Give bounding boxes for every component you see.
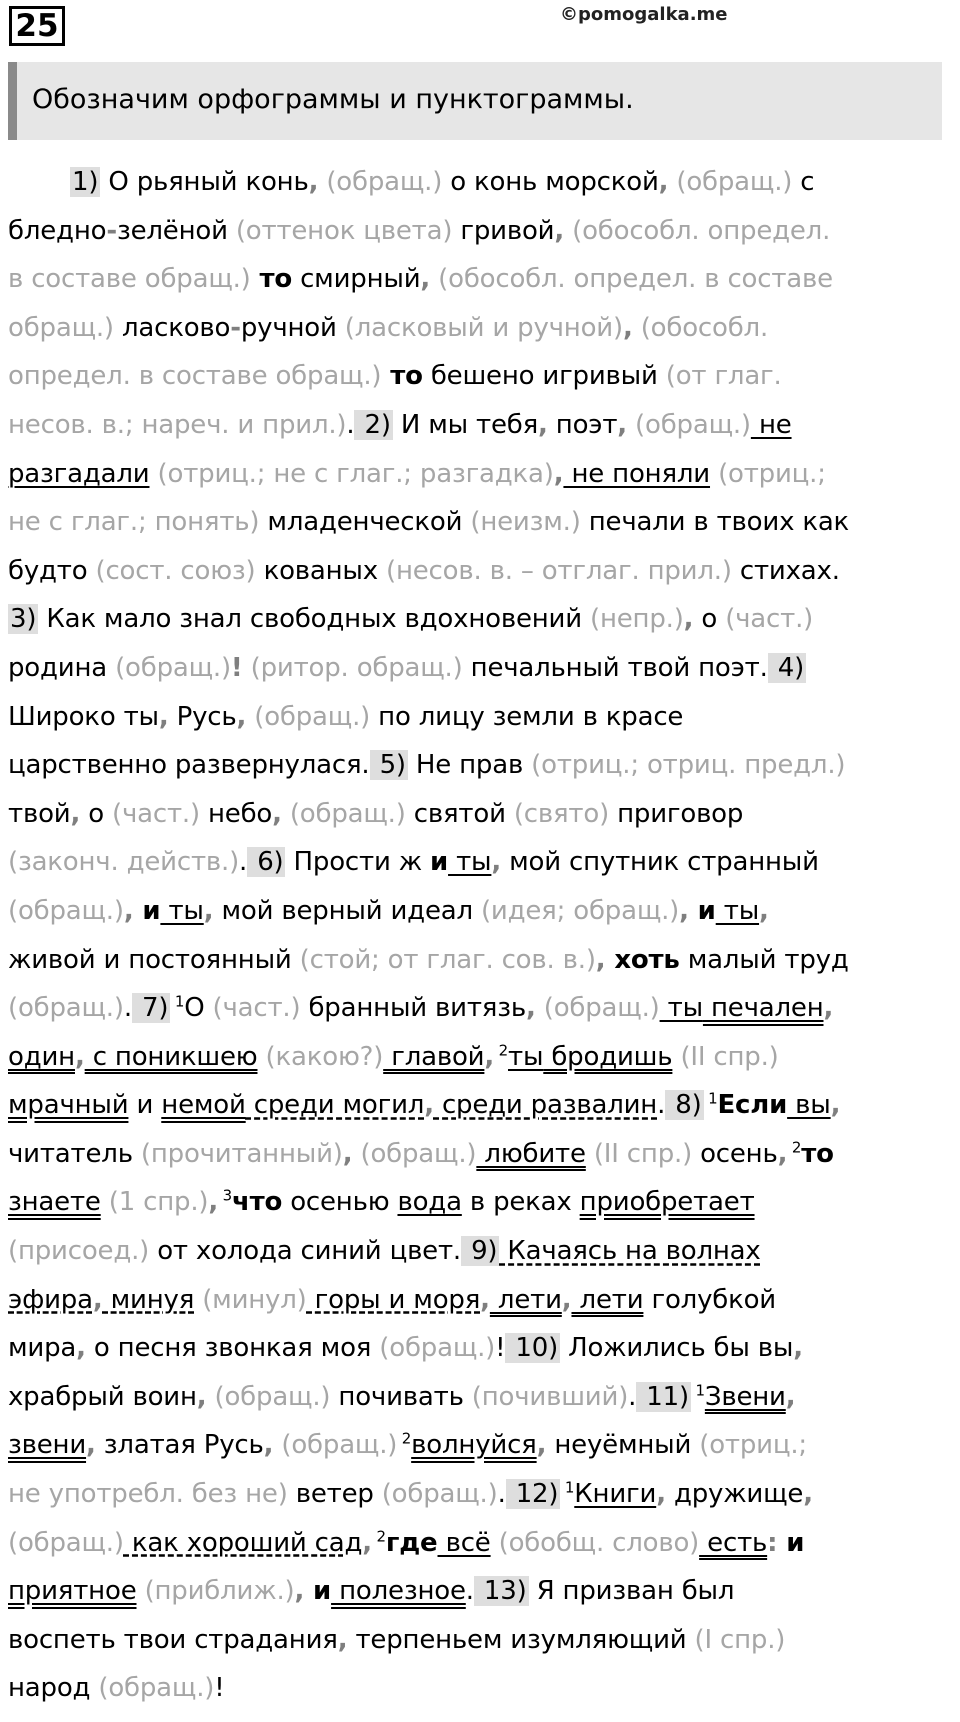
text-run: по лицу земли в красе [370,701,684,732]
grammar-note: (част.) [717,604,814,635]
text-run: осень [692,1138,778,1169]
text-run: Прости ж [285,847,431,878]
text-run: О [184,993,205,1024]
grammar-note: (законч. действ.) [8,847,240,878]
text-line [8,1324,948,1373]
text-run: народ [8,1673,91,1704]
grammar-note: (обособл. [632,312,769,343]
text-run: златая Русь [95,1430,264,1461]
sentence-number: 9) [463,1236,498,1267]
punctuation-mark: , [263,1430,274,1461]
punctuation-mark: , [86,1430,96,1461]
text-run: кованых [255,555,378,586]
text-line [8,1130,948,1179]
double-underlined-word: Звени [704,1381,786,1412]
punctuation-mark: , [123,895,134,926]
double-underlined-word: бродишь [543,1041,673,1072]
text-run: поэт [547,409,618,440]
punctuation-mark: , [554,215,565,246]
text-run: смирный [292,264,421,295]
punctuation-mark: , [526,993,536,1024]
text-line [8,887,948,936]
text-run: Ложились бы вы [560,1333,794,1364]
text-line [8,693,948,742]
text-run: ручной [240,312,337,343]
text-run: родина [8,652,108,683]
underlined-word: ты [160,895,204,926]
text-run: печали в твоих как [580,507,850,538]
clause-index: 2 [787,1138,802,1157]
text-run: с [792,167,815,197]
text-line [8,741,948,790]
text-line [8,1616,948,1665]
text-run: Я призван был [528,1576,735,1607]
text-run: читатель [8,1138,133,1169]
heading-text: Обозначим орфограммы и пунктограммы. [32,84,634,115]
grammar-note: (от глаг. [657,361,782,392]
punctuation-mark: , [203,895,214,926]
bold-word: и [430,847,449,878]
grammar-note: (II спр.) [585,1138,693,1169]
punctuation-mark: , [480,1284,490,1315]
underlined-word: ты [715,895,760,926]
text-run: Широко ты [8,701,159,732]
bold-word: что [231,1187,283,1218]
grammar-note: (част.) [103,798,200,829]
underlined-word: не поняли [563,458,711,489]
punctuation-mark: , [491,847,502,878]
text-line [8,1567,948,1616]
text-run: терпеньем изумляющий [347,1624,687,1655]
punctuation-mark: , [536,1430,547,1461]
double-underlined-word: любите [476,1138,586,1169]
punctuation-mark: , [294,1576,305,1607]
double-underlined-word: лети [489,1284,562,1315]
text-run: о конь морской [442,167,659,197]
text-run: голубкой [643,1284,777,1315]
punctuation-mark: ! [230,652,243,683]
double-underlined-word: волнуйся [411,1430,537,1461]
text-run: твой [8,798,71,829]
text-line [8,255,948,304]
text-run: царственно развернулася. [8,750,370,781]
punctuation-mark: , [683,604,694,635]
text-run: ! [214,1673,225,1704]
text-line [8,547,948,596]
underlined-word: ты [659,993,703,1024]
grammar-note: (несов. в. – отглаг. прил.) [377,555,732,586]
text-line [8,790,948,839]
grammar-note: несов. в.; нареч. и прил.) [8,409,347,440]
sentence-number: 12) [507,1479,559,1510]
bold-word: хоть [605,944,680,975]
punctuation-mark: , [679,895,689,926]
dashed-underlined-word: как хороший сад [123,1527,363,1558]
punctuation-mark: , [158,701,169,732]
grammar-note: (обращ.) [668,167,793,197]
grammar-note: не с глаг.; понять) [8,507,260,538]
punctuation-mark: , [484,1041,495,1072]
clause-index: 1 [170,992,185,1011]
punctuation-mark: , [424,1090,434,1121]
double-underlined-word: полезное [331,1576,466,1607]
grammar-note: (обращ.) [107,652,231,683]
punctuation-mark: , [236,701,247,732]
sentence-number: 11) [638,1381,689,1412]
double-underlined-word: один [8,1041,75,1072]
dashed-underlined-word: Качаясь на волнах [499,1236,761,1267]
punctuation-mark: , [785,1381,796,1412]
text-line [8,498,948,547]
grammar-note: (обращ.) [246,701,371,732]
grammar-note: в составе обращ.) [8,264,251,295]
text-run: бранный витязь [300,993,526,1024]
grammar-note: (1 спр.) [100,1187,209,1218]
grammar-note: обращ.) [8,312,114,343]
punctuation-mark: , [337,1624,348,1655]
bold-word: и [777,1527,805,1558]
punctuation-mark: - [230,312,241,343]
text-run: ласково [113,312,231,343]
text-run: . [497,1479,506,1510]
bold-word: где [385,1527,438,1558]
text-run: . [239,847,248,878]
text-run: осенью [282,1187,398,1218]
text-run: ветер [287,1479,374,1510]
text-run: младенческой [259,507,463,538]
double-underlined-word: лети [571,1284,644,1315]
double-underlined-word: приятное [8,1576,137,1607]
text-run: О рьяный конь [100,167,309,197]
punctuation-mark: , [658,167,669,197]
text-line [8,1227,948,1276]
text-run: малый труд [679,944,849,975]
text-line [8,401,948,450]
punctuation-mark: , [830,1090,841,1121]
clause-index: 1 [560,1478,575,1497]
grammar-note: (идея; обращ.) [472,895,680,926]
text-line [8,304,948,353]
bold-word: и [688,895,716,926]
dashed-underlined-word: минуя [102,1284,195,1315]
grammar-note: (свято) [505,798,610,829]
punctuation-mark: : [767,1527,778,1558]
grammar-note: (II спр.) [672,1041,779,1072]
grammar-note: (част.) [204,993,301,1024]
clause-index: 1 [703,1089,718,1108]
grammar-note: (I спр.) [686,1624,786,1655]
sentence-number: 2) [356,409,391,440]
text-line [8,644,948,693]
text-run: . [346,409,355,440]
punctuation-mark: , [420,264,431,295]
punctuation-mark: , [342,1138,353,1169]
text-run: . [123,993,132,1024]
text-run: о песня звонкая моя [85,1333,372,1364]
punctuation-mark: - [106,215,117,246]
text-line [8,984,948,1033]
text-line [8,1178,948,1227]
punctuation-mark: , [595,944,606,975]
text-run: почивать [330,1381,464,1412]
punctuation-mark: , [622,312,633,343]
grammar-note: (непр.) [581,604,684,635]
punctuation-mark: , [793,1333,803,1364]
punctuation-mark: , [561,1284,572,1315]
grammar-note: (минул) [194,1284,307,1315]
underlined-word: не [750,409,792,440]
text-run: небо [199,798,273,829]
double-underlined-word: есть [699,1527,768,1558]
text-run: воспеть твои страдания [8,1624,338,1655]
text-line [8,1421,948,1470]
punctuation-mark: , [362,1527,372,1558]
text-run: И мы тебя [392,409,539,440]
punctuation-mark: , [208,1187,219,1218]
text-line [8,1373,948,1422]
bold-word: то [250,264,293,295]
punctuation-mark: , [272,798,282,829]
double-underlined-word: печален [702,993,824,1024]
text-run: Как мало знал свободных вдохновений [38,604,582,635]
sentence-number: 3) [10,604,37,635]
grammar-note: (обращ.) [90,1673,215,1704]
grammar-note: (обращ.) [371,1333,496,1364]
text-run: гривой [452,215,555,246]
underlined-word: разгадали [8,458,150,489]
double-underlined-word: звени [8,1430,87,1461]
bold-word: и [304,1576,332,1607]
sentence-number: 1) [72,167,99,197]
text-run: . [628,1381,637,1412]
sentence-number: 7) [133,993,169,1024]
punctuation-mark: , [617,409,627,440]
grammar-note: (неизм.) [462,507,581,538]
text-run: неуёмный [546,1430,692,1461]
clause-index: 2 [494,1041,508,1060]
punctuation-mark: , [656,1479,666,1510]
text-run: бешено игривый [422,361,658,392]
double-underlined-word: приобретает [579,1187,755,1218]
sentence-number: 13) [475,1576,527,1607]
grammar-note: (отриц.; отриц. предл.) [523,750,846,781]
grammar-note: (отриц.; [710,458,826,489]
text-run: ! [495,1333,506,1364]
grammar-note: (какою?) [257,1041,384,1072]
grammar-note: (оттенок цвета) [227,215,453,246]
text-line [8,595,948,644]
grammar-note: (обособл. определ. в составе [430,264,833,295]
punctuation-mark: , [553,458,564,489]
text-line [8,207,948,256]
grammar-note: не употребл. без не) [8,1479,288,1510]
bold-word: и [133,895,161,926]
grammar-note: (обращ.) [626,409,751,440]
grammar-note: (обращ.) [318,167,443,197]
text-run: стихах. [731,555,840,586]
double-underlined-word: главой [383,1041,485,1072]
text-line [8,158,948,207]
grammar-note: (обращ.) [352,1138,477,1169]
clause-index: 2 [371,1526,386,1545]
sentence-number: 8) [667,1090,702,1121]
dashed-underlined-word: эфира [8,1284,93,1315]
text-run: дружище [665,1479,804,1510]
grammar-note: (обобщ. слово) [490,1527,700,1558]
double-underlined-word: с поникшею [84,1041,258,1072]
underlined-word: ты [448,847,492,878]
clause-index: 2 [397,1429,412,1448]
grammar-note: (отриц.; не с глаг.; разгадка) [149,458,554,489]
punctuation-mark: , [777,1138,788,1169]
watermark: ©pomogalka.me [560,4,728,25]
punctuation-mark: , [70,798,81,829]
dashed-underlined-word: горы и моря [306,1284,481,1315]
grammar-note: (ритор. обращ.) [242,652,463,683]
punctuation-mark: , [803,1479,813,1510]
grammar-note: (ласковый и ручной) [336,312,623,343]
text-run: приговор [609,798,744,829]
task-number-box: 25 [9,6,65,46]
text-run: бледно [8,215,107,246]
text-line [8,1276,948,1325]
underlined-word: всё [437,1527,491,1558]
sentence-number: 5) [371,750,406,781]
grammar-note: (обращ.) [8,895,124,926]
sentence-number: 4) [769,652,805,683]
exercise-text [8,158,948,1713]
text-run: храбрый воин [8,1381,197,1412]
grammar-note: (обращ.) [8,1527,124,1558]
grammar-note: (обращ.) [281,798,406,829]
grammar-note: (обращ.) [206,1381,331,1412]
text-line [8,1664,948,1713]
text-run: будто [8,555,88,586]
text-run: и [128,1090,162,1121]
text-line [8,838,948,887]
underlined-word: вы [787,1090,831,1121]
text-line [8,1470,948,1519]
text-run: от холода синий цвет. [149,1236,461,1267]
text-run: Не прав [407,750,524,781]
grammar-note: (присоед.) [8,1236,150,1267]
grammar-note: (обособл. определ. [564,215,831,246]
punctuation-mark: , [759,895,769,926]
text-run: мой верный идеал [213,895,473,926]
punctuation-mark: , [74,1041,85,1072]
punctuation-mark: , [92,1284,103,1315]
text-run: святой [405,798,506,829]
double-underlined-word: немой [161,1090,246,1121]
grammar-note: (отриц.; [691,1430,807,1461]
sentence-number: 10) [507,1333,559,1364]
text-run: печальный твой поэт. [462,652,768,683]
double-underlined-word: мрачный [8,1090,129,1121]
text-run: . [465,1576,474,1607]
grammar-note: (приближ.) [136,1576,295,1607]
text-line [8,450,948,499]
text-run: мира [8,1333,77,1364]
grammar-note: (обращ.) [273,1430,398,1461]
clause-index: 1 [690,1381,705,1400]
text-run: мой спутник странный [501,847,819,878]
text-run: о [693,604,718,635]
grammar-note: (обращ.) [535,993,660,1024]
bold-word: Если [717,1090,788,1121]
grammar-note: (обращ.) [8,993,124,1024]
text-run: Русь [168,701,237,732]
text-run: о [80,798,104,829]
underlined-word: вода [397,1187,462,1218]
underlined-word: ты [508,1041,544,1072]
text-line [8,1081,948,1130]
bold-word: то [801,1138,834,1169]
dashed-underlined-word: среди могил [245,1090,425,1121]
text-run: зелёной [116,215,228,246]
grammar-note: (обращ.) [373,1479,498,1510]
text-run: живой и постоянный [8,944,292,975]
double-underlined-word: знаете [8,1187,101,1218]
grammar-note: (стой; от глаг. сов. в.) [291,944,596,975]
punctuation-mark: , [308,167,319,197]
text-line [8,1519,948,1568]
grammar-note: (прочитанный) [132,1138,343,1169]
grammar-note: определ. в составе обращ.) [8,361,382,392]
clause-index: 3 [218,1186,232,1205]
punctuation-mark: , [823,993,834,1024]
sentence-number: 6) [249,847,284,878]
heading-bar [8,62,942,140]
bold-word: то [381,361,423,392]
text-line [8,1033,948,1082]
grammar-note: (сост. союз) [87,555,256,586]
underlined-word: Книги [574,1479,657,1510]
text-run: . [657,1090,666,1121]
grammar-note: (почивший) [463,1381,629,1412]
dashed-underlined-word: среди развалин [433,1090,658,1121]
punctuation-mark: , [538,409,548,440]
punctuation-mark: , [196,1381,207,1412]
text-run: в реках [461,1187,580,1218]
text-line [8,352,948,401]
text-line [8,936,948,985]
punctuation-mark: , [76,1333,86,1364]
